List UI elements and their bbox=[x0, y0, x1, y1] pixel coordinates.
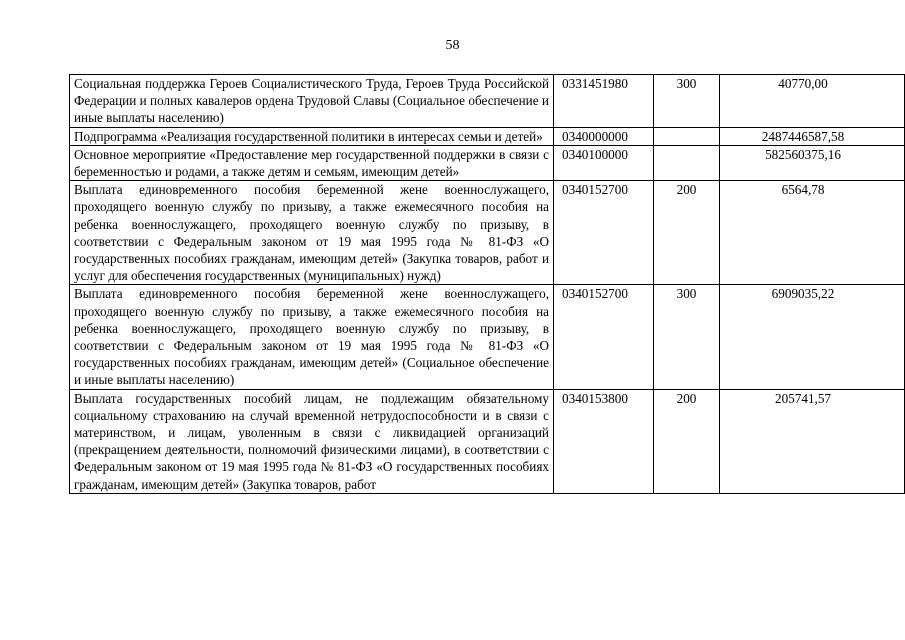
table-row bbox=[70, 127, 905, 145]
row-target-code-cell: 0340000000 bbox=[554, 127, 654, 145]
row-name-cell: Социальная поддержка Героев Социалистического Труда, Героев Труда Российской Федерации и полных кавалеров ордена Трудовой Славы (Социальное обеспечение и иные выплаты населению) bbox=[70, 75, 554, 128]
table-row bbox=[70, 75, 905, 128]
row-amount-cell: 205741,57 bbox=[720, 389, 905, 493]
row-target-code-cell: 0340152700 bbox=[554, 181, 654, 285]
row-amount-cell: 40770,00 bbox=[720, 75, 905, 128]
table-row bbox=[70, 145, 905, 180]
table-row bbox=[70, 389, 905, 493]
row-expense-type-cell bbox=[654, 127, 720, 145]
row-name-cell: Подпрограмма «Реализация государственной политики в интересах семьи и детей» bbox=[70, 127, 554, 145]
row-target-code-cell: 0340152700 bbox=[554, 285, 654, 389]
page-number: 58 bbox=[445, 38, 460, 53]
row-name-cell: Выплата государственных пособий лицам, не подлежащим обязательному социальному страхованию на случай временной нетрудоспособности и в связи с материнством, и лицам, уволенным в связи с ликвидацией организаций (прекращением деятельности, полномочий физическими лицами), в соответствии с Федеральным законом от 19 мая 1995 года № 81-ФЗ «О государственных пособиях гражданам, имеющим детей» (Закупка товаров, работ bbox=[70, 389, 554, 493]
row-expense-type-cell bbox=[654, 145, 720, 180]
row-target-code-cell: 0340100000 bbox=[554, 145, 654, 180]
row-expense-type-cell: 300 bbox=[654, 75, 720, 128]
row-expense-type-cell: 300 bbox=[654, 285, 720, 389]
table-row bbox=[70, 285, 905, 389]
row-name-cell: Выплата единовременного пособия беременной жене военнослужащего, проходящего военную службу по призыву, а также ежемесячного пособия на ребенка военнослужащего, проходящего военную службу по призыву, в соответствии с Федеральным законом от 19 мая 1995 года № 81-ФЗ «О государственных пособиях гражданам, имеющим детей» (Социальное обеспечение и иные выплаты населению) bbox=[70, 285, 554, 389]
row-target-code-cell: 0340153800 bbox=[554, 389, 654, 493]
budget-table bbox=[69, 74, 905, 494]
row-name-cell: Выплата единовременного пособия беременной жене военнослужащего, проходящего военную службу по призыву, а также ежемесячного пособия на ребенка военнослужащего, проходящего военную службу по призыву, в соответствии с Федеральным законом от 19 мая 1995 года № 81-ФЗ «О государственных пособиях гражданам, имеющим детей» (Закупка товаров, работ и услуг для обеспечения государственных (муниципальных) нужд) bbox=[70, 181, 554, 285]
row-expense-type-cell: 200 bbox=[654, 389, 720, 493]
row-target-code-cell: 0331451980 bbox=[554, 75, 654, 128]
row-amount-cell: 6909035,22 bbox=[720, 285, 905, 389]
row-amount-cell: 2487446587,58 bbox=[720, 127, 905, 145]
row-name-cell: Основное мероприятие «Предоставление мер государственной поддержки в связи с беременностью и родами, а также детям и семьям, имеющим детей» bbox=[70, 145, 554, 180]
table-row bbox=[70, 181, 905, 285]
row-amount-cell: 6564,78 bbox=[720, 181, 905, 285]
row-amount-cell: 582560375,16 bbox=[720, 145, 905, 180]
row-expense-type-cell: 200 bbox=[654, 181, 720, 285]
